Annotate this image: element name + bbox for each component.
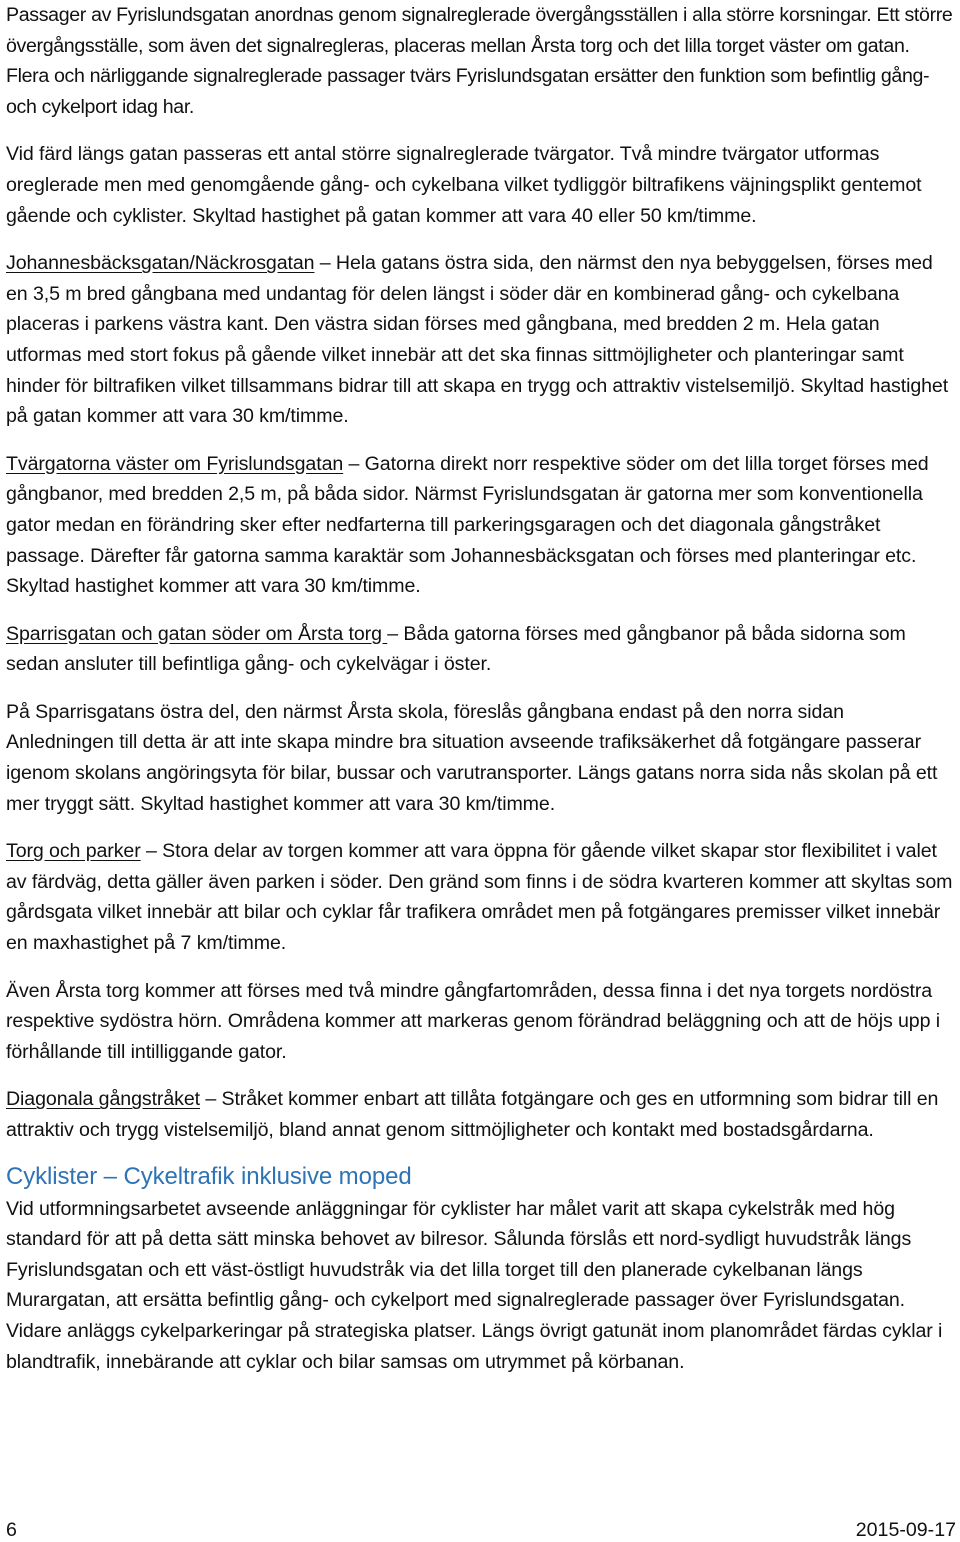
paragraph-sparrisgatan bbox=[6, 619, 954, 680]
paragraph-text: – Stråket kommer enbart att tillåta fotgängare och ges en utformning som bidrar till en attraktiv och trygg vistelsemiljö, bland annat genom sittmöjligheter och kontakt med bostadsgårdarna. bbox=[6, 1088, 939, 1141]
paragraph-cyklister: Vid utformningsarbetet avseende anläggningar för cyklister har målet varit att skapa cykelstråk med hög standard för att på detta sätt minska behovet av bilresor. Sålunda förslås ett nord-sydligt huvudstråk längs Fyrislundsgatan och ett väst-östligt huvudstråk via det lilla torget till den planerade cykelbanan längs Murargatan, att ersätta befintlig gång- och cykelport med signalreglerade passager över Fyrislundsgatan. Vidare anläggs cykelparkeringar på strategiska platser. Längs övrigt gatunät inom planområdet färdas cyklar i blandtrafik, innebärande att cyklar och bilar samsas om utrymmet på körbanan. bbox=[6, 1197, 943, 1373]
paragraph-tvargatorna bbox=[6, 449, 954, 602]
page-number: 6 bbox=[6, 1519, 17, 1541]
section-heading-cyklister: Cyklister – Cykeltrafik inklusive moped bbox=[6, 1162, 412, 1190]
paragraph-text: – Gatorna direkt norr respektive söder om det lilla torget förses med gångbanor, med bredden 2,5 m, på båda sidor. Närmst Fyrislundsgatan är gatorna mer som konventionella gator medan en förändring sker efter nedfarterna till parkeringsgaragen och det diagonala gångstråket passage. Därefter får gatorna samma karaktär som Johannesbäcksgatan och förses med planteringar etc. Skyltad hastighet kommer att vara 30 km/timme. bbox=[6, 452, 929, 598]
paragraph-diagonala bbox=[6, 1084, 954, 1145]
page-footer bbox=[6, 1519, 956, 1541]
document-page bbox=[6, 0, 954, 1377]
paragraph-sparrisgatan-east: På Sparrisgatans östra del, den närmst Årsta skola, föreslås gångbana endast på den norra sidan Anledningen till detta är att inte skapa mindre bra situation avseende trafiksäkerhet då fotgängare passerar igenom skolans angöringsyta för bilar, bussar och varutransporter. Längs gatans norra sida nås skolan på ett mer tryggt sätt. Skyltad hastighet kommer att vara 30 km/timme. bbox=[6, 700, 938, 815]
heading-diagonala-gangstraket: Diagonala gångstråket bbox=[6, 1088, 200, 1111]
paragraph-text: – Hela gatans östra sida, den närmst den nya bebyggelsen, förses med en 3,5 m bred gångbana med undantag för delen längst i söder där en kombinerad gång- och cykelbana placeras i parkens västra kant. Den västra sidan förses med gångbana, med bredden 2 m. Hela gatan utformas med stort fokus på gående vilket innebär att det ska finnas sittmöjligheter och planteringar samt hinder för biltrafiken vilket tillsammans bidrar till att skapa en trygg och attraktiv vistelsemiljö. Skyltad hastighet på gatan kommer att vara 30 km/timme. bbox=[6, 252, 949, 428]
paragraph-crossings: Passager av Fyrislundsgatan anordnas genom signalreglerade övergångsställen i alla större korsningar. Ett större övergångsställe, som även det signalregleras, placeras mellan Årsta torg och det lilla torget väster om gatan. Flera och närliggande signalreglerade passager tvärs Fyrislundsgatan ersätter den funktion som befintlig gång- och cykelport idag har. bbox=[6, 4, 953, 118]
paragraph-johannesbacksgatan bbox=[6, 248, 954, 432]
footer-date: 2015-09-17 bbox=[855, 1519, 956, 1541]
paragraph-text: – Båda gatorna förses med gångbanor på båda sidorna som sedan ansluter till befintliga gång- och cykelvägar i öster. bbox=[6, 622, 906, 676]
heading-torg-och-parker: Torg och parker bbox=[6, 840, 141, 863]
paragraph-cross-streets: Vid färd längs gatan passeras ett antal större signalreglerade tvärgator. Två mindre tvärgator utformas oreglerade men med genomgående gång- och cykelbana vilket tydliggör biltrafikens väjningsplikt gentemot gående och cyklister. Skyltad hastighet på gatan kommer att vara 40 eller 50 km/timme. bbox=[6, 143, 922, 227]
street-heading-sparrisgatan: Sparrisgatan och gatan söder om Årsta torg bbox=[6, 622, 388, 645]
street-heading-johannesbacksgatan: Johannesbäcksgatan/Näckrosgatan bbox=[6, 252, 315, 275]
paragraph-text: – Stora delar av torgen kommer att vara öppna för gående vilket skapar stor flexibilitet i valet av färdväg, detta gäller även parken i söder. Den gränd som finns i de södra kvarteren kommer att skyltas som gårdsgata vilket innebär att bilar och cyklar får trafikera området men på fotgängares premisser vilket innebär en maxhastighet på 7 km/timme. bbox=[6, 840, 953, 955]
paragraph-arsta-torg: Även Årsta torg kommer att förses med två mindre gångfartområden, dessa finna i det nya torgets nordöstra respektive sydöstra hörn. Områdena kommer att markeras genom förändrad beläggning och att de höjs upp i förhållande till intilliggande gator. bbox=[6, 979, 940, 1063]
paragraph-torg-och-parker bbox=[6, 836, 954, 958]
street-heading-tvargatorna: Tvärgatorna väster om Fyrislundsgatan bbox=[6, 452, 344, 475]
